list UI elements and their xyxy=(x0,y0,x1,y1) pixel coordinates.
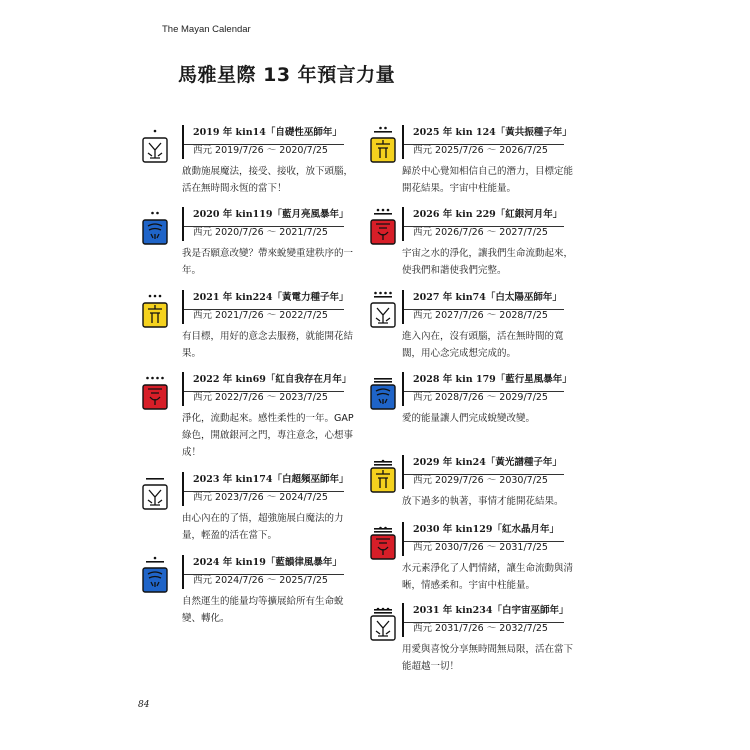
wizard-glyph-icon xyxy=(368,604,398,644)
entry-year-title: 2021 年 kin224「黃電力種子年」 xyxy=(193,292,349,303)
entry-divider xyxy=(404,309,564,310)
entry-description: 淨化，流動起來。感性柔性的一年。GAP 綠色，開啟銀河之門，專注意念，心想事成！ xyxy=(182,413,354,458)
seed-glyph-icon xyxy=(368,456,398,496)
entry-date-range: 西元 2024/7/26 ～ 2025/7/25 xyxy=(193,575,328,586)
storm-glyph-icon xyxy=(140,556,170,596)
wizard-glyph-icon xyxy=(368,291,398,331)
entry-description: 啟動施展魔法，接受、接收，放下頭腦，活在無時間永恆的當下！ xyxy=(182,166,354,194)
entry-header xyxy=(182,207,382,241)
seed-glyph-icon xyxy=(368,126,398,166)
entry-year-title: 2030 年 kin129「紅水晶月年」 xyxy=(413,524,559,535)
moon-glyph-icon xyxy=(368,208,398,248)
entry-date-range: 西元 2023/7/26 ～ 2024/7/25 xyxy=(193,492,328,503)
year-entry xyxy=(182,125,382,197)
entry-header xyxy=(402,207,602,241)
entry-date-range: 西元 2022/7/26 ～ 2023/7/25 xyxy=(193,392,328,403)
seed-glyph-icon xyxy=(140,291,170,331)
entry-description: 宇宙之水的淨化，讓我們生命流動起來，使我們和諧使我們完整。 xyxy=(402,248,574,276)
entry-description: 由心內在的了悟，超強施展白魔法的力量，輕盈的活在當下。 xyxy=(182,513,344,541)
entry-description: 歸於中心覺知相信自己的潛力，目標定能開花結果。宇宙中柱能量。 xyxy=(402,166,574,194)
entry-year-title: 2019 年 kin14「自礎性巫師年」 xyxy=(193,127,342,138)
entry-description: 自然運生的能量均等擴展給所有生命蛻變、轉化。 xyxy=(182,596,344,624)
entry-divider xyxy=(404,622,564,623)
running-head: The Mayan Calendar xyxy=(162,24,251,35)
entry-header xyxy=(402,522,602,556)
year-entry xyxy=(182,472,382,544)
year-entry xyxy=(402,603,602,675)
storm-glyph-icon xyxy=(140,208,170,248)
year-entry xyxy=(402,455,602,510)
year-entry xyxy=(402,125,602,197)
entry-description: 水元素淨化了人們情緒，讓生命流動與清晰，情感柔和。宇宙中柱能量。 xyxy=(402,563,574,591)
entry-year-title: 2022 年 kin69「紅自我存在月年」 xyxy=(193,374,352,385)
entry-divider xyxy=(404,474,564,475)
moon-glyph-icon xyxy=(140,373,170,413)
entry-year-title: 2024 年 kin19「藍韻律風暴年」 xyxy=(193,557,342,568)
entry-header xyxy=(182,472,382,506)
entry-date-range: 西元 2021/7/26 ～ 2022/7/25 xyxy=(193,310,328,321)
entry-description: 放下過多的執著，事情才能開花結果。 xyxy=(402,496,564,507)
entry-header xyxy=(402,290,602,324)
entry-divider xyxy=(404,391,564,392)
entry-header xyxy=(182,290,382,324)
entry-divider xyxy=(184,574,344,575)
entry-header xyxy=(182,125,382,159)
page-number: 84 xyxy=(138,700,150,710)
year-entry xyxy=(402,207,602,279)
entry-divider xyxy=(184,226,344,227)
entry-year-title: 2031 年 kin234「白宇宙巫師年」 xyxy=(413,605,569,616)
moon-glyph-icon xyxy=(368,523,398,563)
entry-divider xyxy=(184,391,344,392)
entry-header xyxy=(402,603,602,637)
entry-year-title: 2023 年 kin174「白超頻巫師年」 xyxy=(193,474,349,485)
entry-description: 有目標，用好的意念去服務，就能開花結果。 xyxy=(182,331,354,359)
storm-glyph-icon xyxy=(368,373,398,413)
entry-date-range: 西元 2020/7/26 ～ 2021/7/25 xyxy=(193,227,328,238)
entry-divider xyxy=(404,541,564,542)
entry-year-title: 2025 年 kin 124「黃共振種子年」 xyxy=(413,127,572,138)
entry-header xyxy=(402,125,602,159)
year-entry xyxy=(402,290,602,362)
year-entry xyxy=(182,555,382,627)
entry-divider xyxy=(404,144,564,145)
entry-year-title: 2029 年 kin24「黃光譜種子年」 xyxy=(413,457,562,468)
year-entry xyxy=(182,372,382,461)
entry-date-range: 西元 2025/7/26 ～ 2026/7/25 xyxy=(413,145,548,156)
entry-year-title: 2020 年 kin119「藍月亮風暴年」 xyxy=(193,209,349,220)
entry-year-title: 2028 年 kin 179「藍行星風暴年」 xyxy=(413,374,572,385)
entry-description: 我是否願意改變？帶來蛻變重建秩序的一年。 xyxy=(182,248,354,276)
year-entry xyxy=(402,522,602,594)
entry-header xyxy=(182,555,382,589)
wizard-glyph-icon xyxy=(140,126,170,166)
entry-divider xyxy=(184,491,344,492)
year-entry xyxy=(182,207,382,279)
page-title: 馬雅星際 13 年預言力量 xyxy=(178,64,396,86)
entry-description: 用愛與喜悅分享無時間無局限，活在當下能超越一切！ xyxy=(402,644,574,672)
year-entry xyxy=(182,290,382,362)
entry-date-range: 西元 2029/7/26 ～ 2030/7/25 xyxy=(413,475,548,486)
entry-divider xyxy=(184,144,344,145)
wizard-glyph-icon xyxy=(140,473,170,513)
entry-description: 愛的能量讓人們完成蛻變改變。 xyxy=(402,413,536,424)
entry-description: 進入內在，沒有頭腦，活在無時間的寬闊，用心念完成想完成的。 xyxy=(402,331,564,359)
entry-date-range: 西元 2030/7/26 ～ 2031/7/25 xyxy=(413,542,548,553)
entry-divider xyxy=(184,309,344,310)
entry-date-range: 西元 2028/7/26 ～ 2029/7/25 xyxy=(413,392,548,403)
entry-year-title: 2026 年 kin 229「紅銀河月年」 xyxy=(413,209,563,220)
entry-date-range: 西元 2019/7/26 ～ 2020/7/25 xyxy=(193,145,328,156)
entry-header xyxy=(402,372,602,406)
entry-divider xyxy=(404,226,564,227)
entry-header xyxy=(182,372,382,406)
entry-header xyxy=(402,455,602,489)
entry-year-title: 2027 年 kin74「白太陽巫師年」 xyxy=(413,292,562,303)
entry-date-range: 西元 2027/7/26 ～ 2028/7/25 xyxy=(413,310,548,321)
year-entry xyxy=(402,372,602,427)
entry-date-range: 西元 2026/7/26 ～ 2027/7/25 xyxy=(413,227,548,238)
entry-date-range: 西元 2031/7/26 ～ 2032/7/25 xyxy=(413,623,548,634)
